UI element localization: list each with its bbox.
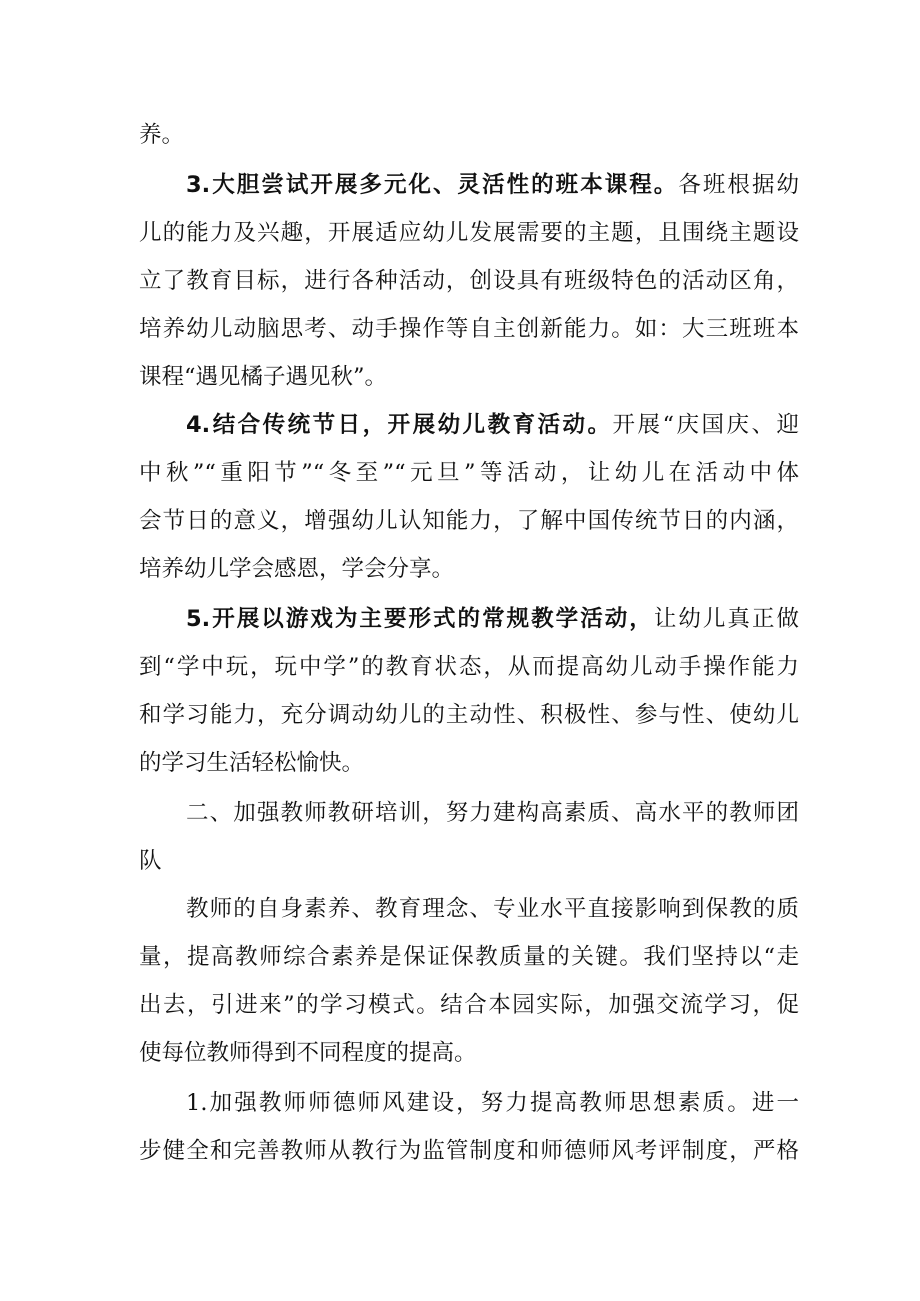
text-line: 养。 (139, 122, 185, 148)
text-line: 培养幼儿学会感恩，学会分享。 (139, 556, 455, 582)
text-line: 步健全和完善教师从教行为监管制度和师德师风考评制度，严格 (139, 1138, 799, 1164)
bold-lead: .开展以游戏为主要形式的常规教学活动， (201, 606, 654, 632)
item-number: 4 (186, 412, 202, 438)
bold-lead: .大胆尝试开展多元化、灵活性的班本课程。 (201, 172, 679, 198)
item-number: 3 (186, 172, 202, 198)
text-line: 量，提高教师综合素养是保证保教质量的关键。我们坚持以“走 (139, 944, 799, 970)
section-heading-cont: 队 (139, 848, 162, 874)
text-line: 使每位教师得到不同程度的提高。 (139, 1040, 477, 1066)
paragraph-4-line-1 (186, 410, 799, 440)
text-line: 中秋”“重阳节”“冬至”“元旦”等活动，让幼儿在活动中体 (139, 460, 799, 486)
paragraph-5-line-1 (186, 604, 799, 634)
text-line: 出去，引进来”的学习模式。结合本园实际，加强交流学习，促 (139, 992, 799, 1018)
text-line: 和学习能力，充分调动幼儿的主动性、积极性、参与性、使幼儿 (139, 702, 799, 728)
text-line: 立了教育目标，进行各种活动，创设具有班级特色的活动区角， (139, 268, 799, 294)
text-line: 到“学中玩，玩中学”的教育状态，从而提高幼儿动手操作能力 (139, 654, 799, 680)
text-line: 的学习生活轻松愉快。 (139, 750, 365, 776)
text-line: 培养幼儿动脑思考、动手操作等自主创新能力。如：大三班班本 (139, 316, 799, 342)
text-run: 各班根据幼 (678, 172, 799, 198)
text-line: 课程“遇见橘子遇见秋”。 (139, 364, 388, 390)
text-run: 让幼儿真正做 (653, 606, 799, 632)
bold-lead: .结合传统节日，开展幼儿教育活动。 (201, 412, 613, 438)
text-run: 开展“庆国庆、迎 (612, 412, 799, 438)
subsection-1-line-1: 1.加强教师师德师风建设，努力提高教师思想素质。进一 (186, 1090, 799, 1116)
paragraph-3-line-1 (186, 170, 799, 200)
item-number: 5 (186, 606, 202, 632)
text-line: 儿的能力及兴趣，开展适应幼儿发展需要的主题，且围绕主题设 (139, 220, 799, 246)
section-heading: 二、加强教师教研培训，努力建构高素质、高水平的教师团 (186, 800, 799, 826)
text-line: 会节日的意义，增强幼儿认知能力，了解中国传统节日的内涵， (139, 508, 799, 534)
text-line: 教师的自身素养、教育理念、专业水平直接影响到保教的质 (186, 896, 799, 922)
